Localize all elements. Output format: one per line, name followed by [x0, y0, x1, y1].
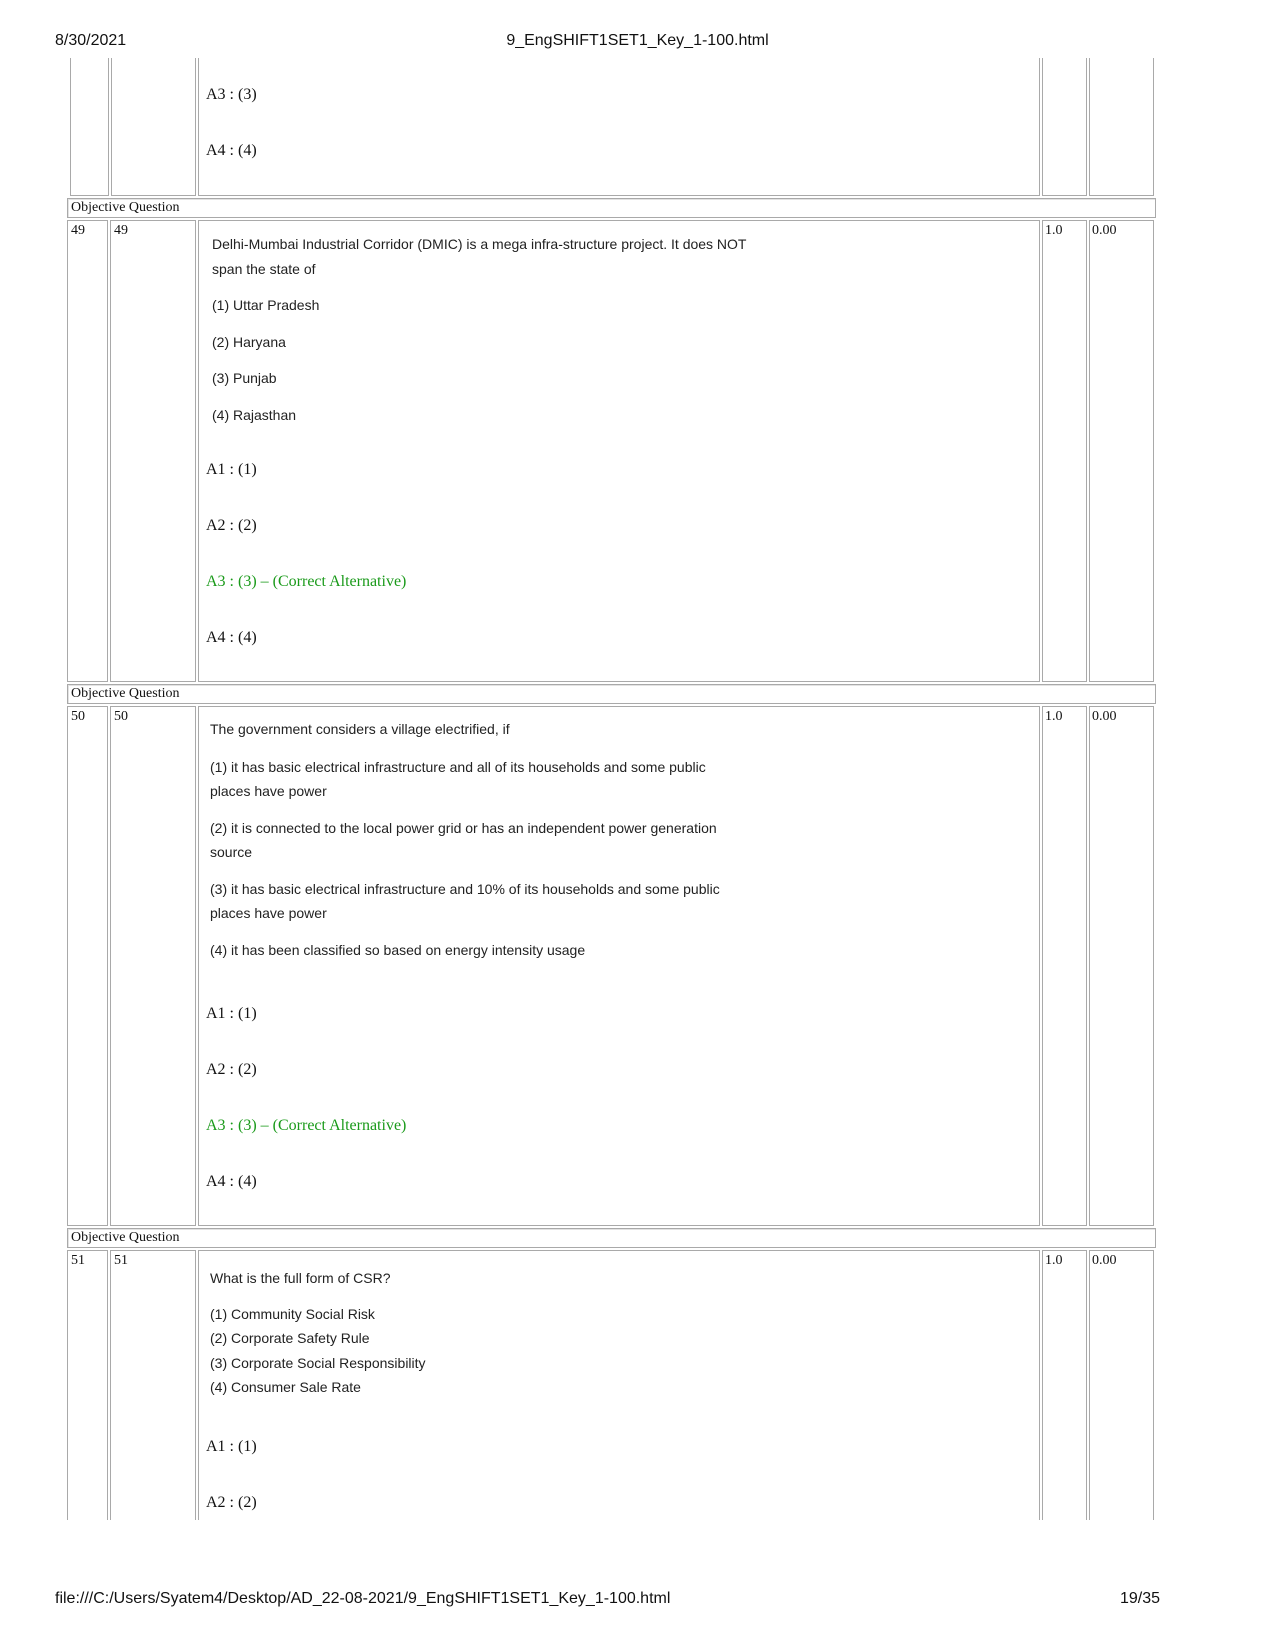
answer-a1: A1 : (1): [206, 1438, 257, 1455]
question-body-cell: [198, 220, 1040, 682]
negative-marks-value: 0.00: [1092, 709, 1117, 724]
sno-cell: [67, 706, 108, 1226]
question-text: What is the full form of CSR?: [210, 1270, 391, 1286]
question-id: 51: [114, 1253, 128, 1268]
marks-value: 1.0: [1045, 709, 1063, 724]
serial-number: 49: [71, 223, 85, 238]
serial-number: 50: [71, 709, 85, 724]
qid-cell: [110, 220, 196, 682]
page-footer-path: file:///C:/Users/Syatem4/Desktop/AD_22-08-2021/9_EngSHIFT1SET1_Key_1-100.html: [55, 1590, 671, 1607]
answer-a1: A1 : (1): [206, 461, 257, 478]
marks-cell: [1042, 1250, 1087, 1520]
option-3: (3) Corporate Social Responsibility: [210, 1355, 426, 1371]
option-2: (2) Haryana: [212, 334, 286, 350]
option-2: (2) Corporate Safety Rule: [210, 1330, 370, 1346]
option-1: (1) Community Social Risk: [210, 1306, 375, 1322]
option-4: (4) Consumer Sale Rate: [210, 1379, 361, 1395]
option-1-cont: places have power: [210, 783, 327, 799]
option-2: (2) it is connected to the local power grid or has an independent power generation: [210, 820, 717, 836]
sno-cell: [67, 1250, 108, 1520]
answer-a4: A4 : (4): [206, 1173, 257, 1190]
question-id: 50: [114, 709, 128, 724]
option-3: (3) it has basic electrical infrastructure and 10% of its households and some public: [210, 881, 720, 897]
page-number: 19/35: [1120, 1590, 1161, 1607]
marks-value: 1.0: [1045, 223, 1063, 238]
question-body-cell: [198, 706, 1040, 1226]
answer-a2: A2 : (2): [206, 517, 257, 534]
option-4: (4) Rajasthan: [212, 407, 297, 423]
prev-marks-cell: [1042, 58, 1087, 196]
section-label: Objective Question: [71, 1230, 180, 1245]
section-label: Objective Question: [71, 200, 180, 215]
marks-cell: [1042, 706, 1087, 1226]
option-4: (4) it has been classified so based on energy intensity usage: [210, 942, 586, 958]
option-2-cont: source: [210, 844, 253, 860]
option-3-cont: places have power: [210, 905, 327, 921]
section-label-row: [67, 198, 1156, 218]
serial-number: 51: [71, 1253, 85, 1268]
answer-a1: A1 : (1): [206, 1005, 257, 1022]
sno-cell: [67, 220, 108, 682]
page-title: 9_EngSHIFT1SET1_Key_1-100.html: [506, 32, 769, 49]
prev-body-cell: [198, 58, 1040, 196]
question-id: 49: [114, 223, 128, 238]
answer-a4: A4 : (4): [206, 629, 257, 646]
option-3: (3) Punjab: [212, 370, 277, 386]
section-label-row: [67, 1228, 1156, 1248]
section-label: Objective Question: [71, 686, 180, 701]
answer-a2: A2 : (2): [206, 1061, 257, 1078]
negative-marks-cell: [1089, 1250, 1154, 1520]
prev-sno-cell: [70, 58, 109, 196]
answer-a3-correct: A3 : (3) – (Correct Alternative): [206, 1117, 407, 1134]
qid-cell: [110, 1250, 196, 1520]
answer-a2: A2 : (2): [206, 1494, 257, 1511]
prev-neg-cell: [1089, 58, 1154, 196]
question-text: Delhi-Mumbai Industrial Corridor (DMIC) is a mega infra-structure project. It does NOT: [212, 236, 747, 252]
question-text: The government considers a village electrified, if: [210, 721, 510, 737]
print-date: 8/30/2021: [55, 32, 127, 49]
qid-cell: [110, 706, 196, 1226]
answer-a3-correct: A3 : (3) – (Correct Alternative): [206, 573, 407, 590]
option-1: (1) it has basic electrical infrastructure and all of its households and some public: [210, 759, 706, 775]
negative-marks-cell: [1089, 706, 1154, 1226]
prev-qid-cell: [111, 58, 196, 196]
negative-marks-value: 0.00: [1092, 1253, 1117, 1268]
question-body-cell: [198, 1250, 1040, 1520]
option-1: (1) Uttar Pradesh: [212, 297, 320, 313]
marks-cell: [1042, 220, 1087, 682]
marks-value: 1.0: [1045, 1253, 1063, 1268]
section-label-row: [67, 684, 1156, 704]
negative-marks-value: 0.00: [1092, 223, 1117, 238]
prev-option-a4: A4 : (4): [206, 142, 257, 159]
question-text-cont: span the state of: [212, 261, 316, 277]
prev-option-a3: A3 : (3): [206, 86, 257, 103]
negative-marks-cell: [1089, 220, 1154, 682]
